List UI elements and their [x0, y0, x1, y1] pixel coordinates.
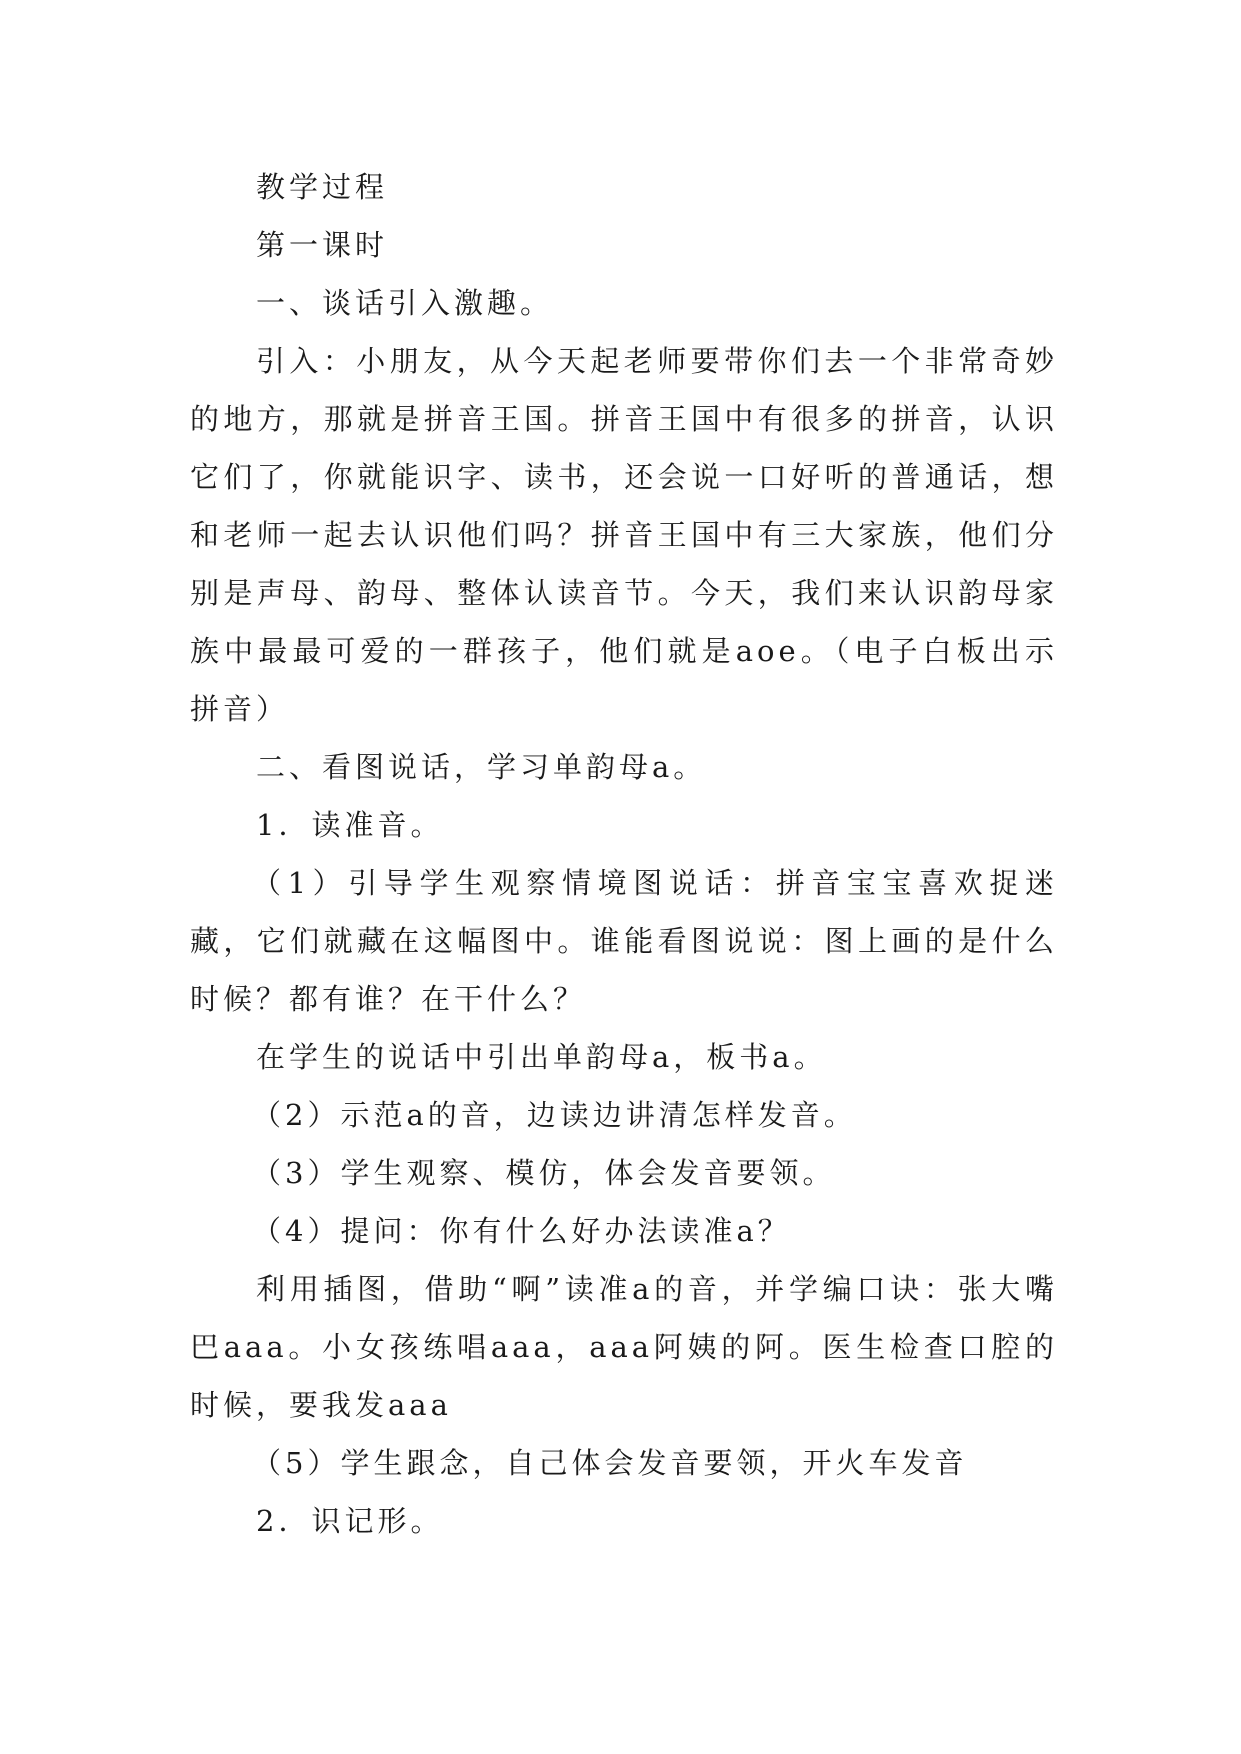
step-1-title: 1．读准音。: [256, 808, 444, 842]
section-2-title: 二、看图说话，学习单韵母a。: [256, 750, 707, 784]
step-1-note: 在学生的说话中引出单韵母a，板书a。: [256, 1040, 827, 1074]
step-1-item-4: （4）提问：你有什么好办法读准a？: [252, 1214, 791, 1248]
step-1-method: 利用插图，借助“啊”读准a的音，并学编口诀：张大嘴巴aaa。小女孩练唱aaa，aaa阿姨的阿。医生检查口腔的时候，要我发aaa: [190, 1272, 1058, 1422]
document-body: [190, 158, 1058, 1550]
heading-teaching-process: 教学过程: [256, 170, 389, 204]
step-2-title: 2．识记形。: [256, 1504, 444, 1538]
section-1-title: 一、谈话引入激趣。: [256, 286, 554, 320]
step-1-item-5: （5）学生跟念，自己体会发音要领，开火车发音: [252, 1446, 968, 1480]
intro-paragraph: 引入：小朋友，从今天起老师要带你们去一个非常奇妙的地方，那就是拼音王国。拼音王国中有很多的拼音，认识它们了，你就能识字、读书，还会说一口好听的普通话，想和老师一起去认识他们吗？拼音王国中有三大家族，他们分别是声母、韵母、整体认读音节。今天，我们来认识韵母家族中最最可爱的一群孩子，他们就是aoe。（电子白板出示拼音）: [190, 344, 1058, 726]
step-1-item-3: （3）学生观察、模仿，体会发音要领。: [252, 1156, 836, 1190]
heading-first-lesson: 第一课时: [256, 228, 389, 262]
step-1-item-2: （2）示范a的音，边读边讲清怎样发音。: [252, 1098, 857, 1132]
step-1-item-1: （1）引导学生观察情境图说话：拼音宝宝喜欢捉迷藏，它们就藏在这幅图中。谁能看图说说：图上画的是什么时候？都有谁？在干什么？: [190, 866, 1058, 1016]
